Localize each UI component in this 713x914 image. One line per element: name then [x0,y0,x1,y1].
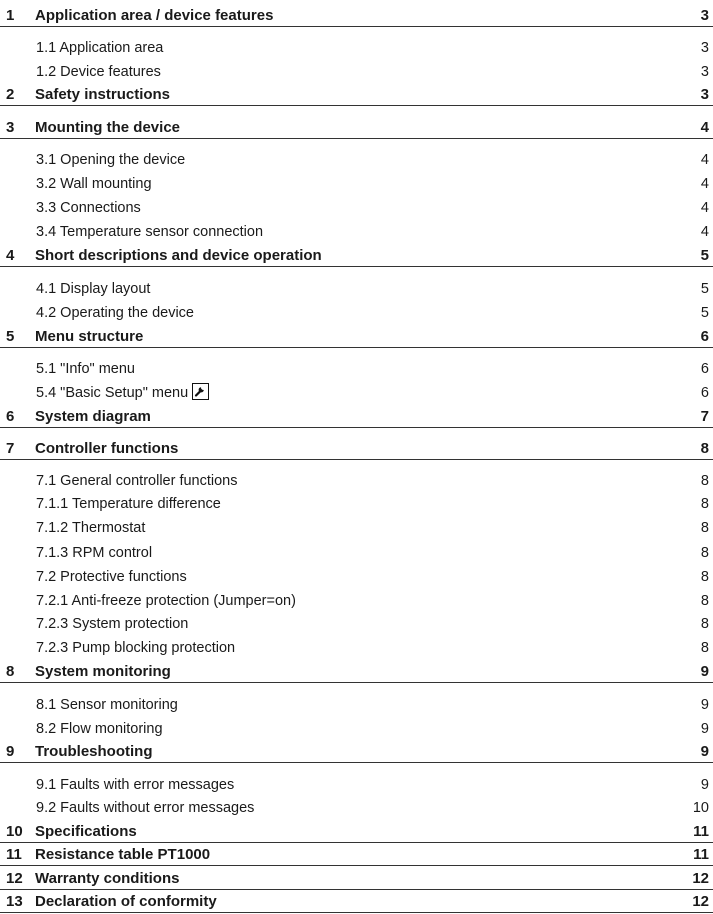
page-number: 8 [700,473,709,489]
page-number: 3 [700,64,709,80]
entry-title [35,83,170,107]
entry-title-text: 3.3 Connections [36,200,141,216]
page-number: 8 [700,616,709,632]
entry-title-text: 1.2 Device features [36,64,161,80]
entry-title [35,116,180,140]
chapter-number: 11 [6,846,22,863]
toc-chapter-row[interactable] [0,740,713,764]
chapter-number: 9 [6,743,15,760]
entry-title [35,660,171,684]
toc-section-row[interactable] [0,589,713,613]
entry-title [35,843,210,867]
entry-title-text: System monitoring [35,663,171,680]
chapter-rule [0,266,713,267]
entry-title [36,36,163,60]
page-number: 6 [700,385,709,401]
page-number: 8 [700,569,709,585]
entry-title [36,796,254,820]
chapter-rule [0,762,713,763]
chapter-number: 2 [6,86,15,103]
page-number: 9 [700,697,709,713]
page-number: 9 [700,663,709,680]
chapter-number: 12 [6,870,23,887]
toc-chapter-row[interactable] [0,660,713,684]
entry-title [35,890,217,914]
entry-title-text: Mounting the device [35,119,181,136]
entry-title-text: 7.1 General controller functions [36,473,238,489]
chapter-rule [0,865,713,866]
page-number: 3 [700,86,709,103]
toc-chapter-row[interactable] [0,244,713,268]
page-number: 4 [700,152,709,168]
chapter-rule [0,105,713,106]
entry-title-text: 3.2 Wall mounting [36,176,152,192]
entry-title [36,357,135,381]
toc-section-row[interactable] [0,381,713,405]
chapter-number: 13 [6,893,23,910]
page-number: 11 [693,846,709,863]
entry-title-text: 7.1.1 Temperature difference [36,496,221,512]
page-number: 4 [700,224,709,240]
page-number: 4 [700,119,709,136]
toc-section-row[interactable] [0,541,713,565]
toc-section-row[interactable] [0,469,713,493]
entry-title-text: 9.2 Faults without error messages [36,800,255,816]
chapter-rule [0,682,713,683]
entry-title [35,4,273,28]
toc-chapter-row[interactable] [0,405,713,429]
entry-title-text: 7.2 Protective functions [36,569,187,585]
page-number: 7 [700,408,709,425]
entry-title [35,740,153,764]
entry-title [36,636,235,660]
toc-section-row[interactable] [0,277,713,301]
toc-chapter-row[interactable] [0,820,713,844]
toc-section-row[interactable] [0,565,713,589]
entry-title-text: 3.1 Opening the device [36,152,186,168]
entry-title-text: 8.2 Flow monitoring [36,721,163,737]
entry-title-text: 9.1 Faults with error messages [36,777,235,793]
page-number: 8 [700,593,709,609]
entry-title [35,437,178,461]
chapter-rule [0,427,713,428]
page-number: 8 [700,440,709,457]
toc-chapter-row[interactable] [0,437,713,461]
entry-title-text: 7.2.3 Pump blocking protection [36,640,236,656]
entry-title [36,612,188,636]
entry-title [36,381,209,405]
entry-title-text: 8.1 Sensor monitoring [36,697,178,713]
toc-section-row[interactable] [0,172,713,196]
entry-title [36,220,263,244]
page-number: 6 [700,361,709,377]
toc-section-row[interactable] [0,36,713,60]
page-number: 9 [700,721,709,737]
toc-chapter-row[interactable] [0,116,713,140]
entry-title [35,244,322,268]
chapter-number: 10 [6,823,23,840]
chapter-rule [0,347,713,348]
entry-title [36,516,145,540]
toc-section-row[interactable] [0,148,713,172]
wrench-icon [192,383,209,400]
entry-title [36,492,221,516]
entry-title-text: Specifications [35,823,137,840]
toc-section-row[interactable] [0,516,713,540]
entry-title-text: 1.1 Application area [36,40,164,56]
chapter-rule [0,912,713,913]
page-number: 9 [700,777,709,793]
page-number: 12 [692,870,709,887]
toc-section-row[interactable] [0,492,713,516]
entry-title [36,589,296,613]
entry-title [36,693,178,717]
entry-title-text: Troubleshooting [35,743,153,760]
toc-section-row[interactable] [0,357,713,381]
entry-title-text: Menu structure [35,328,144,345]
toc-section-row[interactable] [0,301,713,325]
toc-chapter-row[interactable] [0,4,713,28]
page-number: 10 [692,800,709,816]
chapter-number: 6 [6,408,15,425]
entry-title-text: Declaration of conformity [35,893,217,910]
toc-section-row[interactable] [0,796,713,820]
toc-chapter-row[interactable] [0,867,713,891]
page-number: 6 [700,328,709,345]
chapter-rule [0,459,713,460]
page-number: 11 [693,823,709,840]
page-number: 3 [700,7,709,24]
toc-section-row[interactable] [0,693,713,717]
entry-title-text: 7.1.3 RPM control [36,545,153,561]
chapter-number: 5 [6,328,15,345]
entry-title-text: 7.2.3 System protection [36,616,189,632]
entry-title [36,541,152,565]
page-number: 4 [700,200,709,216]
toc-chapter-row[interactable] [0,843,713,867]
page-number: 8 [700,520,709,536]
entry-title [36,277,150,301]
chapter-number: 1 [6,7,15,24]
entry-title-text: 5.1 "Info" menu [36,361,135,377]
toc-section-row[interactable] [0,220,713,244]
entry-title-text: Short descriptions and device operation [35,247,322,264]
toc-section-row[interactable] [0,612,713,636]
chapter-number: 4 [6,247,15,264]
entry-title [36,773,234,797]
entry-title [35,820,137,844]
page-number: 12 [692,893,709,910]
page-number: 9 [700,743,709,760]
chapter-number: 3 [6,119,15,136]
entry-title-text: System diagram [35,408,151,425]
entry-title-text: Warranty conditions [35,870,180,887]
page-number: 8 [700,496,709,512]
entry-title [35,325,143,349]
chapter-number: 7 [6,440,15,457]
entry-title-text: 7.2.1 Anti-freeze protection (Jumper=on) [36,593,296,609]
chapter-rule [0,26,713,27]
entry-title-text: Safety instructions [35,86,171,103]
page-number: 4 [700,176,709,192]
entry-title-text: 3.4 Temperature sensor connection [36,224,264,240]
chapter-number: 8 [6,663,15,680]
entry-title-text: 4.2 Operating the device [36,305,194,321]
toc-chapter-row[interactable] [0,83,713,107]
entry-title [36,469,238,493]
entry-title [36,301,194,325]
page-number: 3 [700,40,709,56]
toc-section-row[interactable] [0,60,713,84]
entry-title-text: 5.4 "Basic Setup" menu [36,385,189,401]
entry-title [35,405,151,429]
page-number: 8 [700,640,709,656]
entry-title [36,60,161,84]
entry-title [36,717,163,741]
entry-title [36,148,185,172]
page-number: 5 [700,247,709,264]
toc-section-row[interactable] [0,196,713,220]
entry-title [36,196,141,220]
entry-title-text: 4.1 Display layout [36,281,151,297]
page-number: 8 [700,545,709,561]
entry-title-text: 7.1.2 Thermostat [36,520,146,536]
entry-title-text: Controller functions [35,440,179,457]
page-number: 5 [700,281,709,297]
entry-title-text: Resistance table PT1000 [35,846,211,863]
toc-chapter-row[interactable] [0,325,713,349]
entry-title [35,867,179,891]
toc-chapter-row[interactable] [0,890,713,914]
toc-section-row[interactable] [0,636,713,660]
entry-title [36,172,152,196]
chapter-rule [0,138,713,139]
toc-section-row[interactable] [0,717,713,741]
page-number: 5 [700,305,709,321]
toc-section-row[interactable] [0,773,713,797]
entry-title [36,565,187,589]
entry-title-text: Application area / device features [35,7,274,24]
